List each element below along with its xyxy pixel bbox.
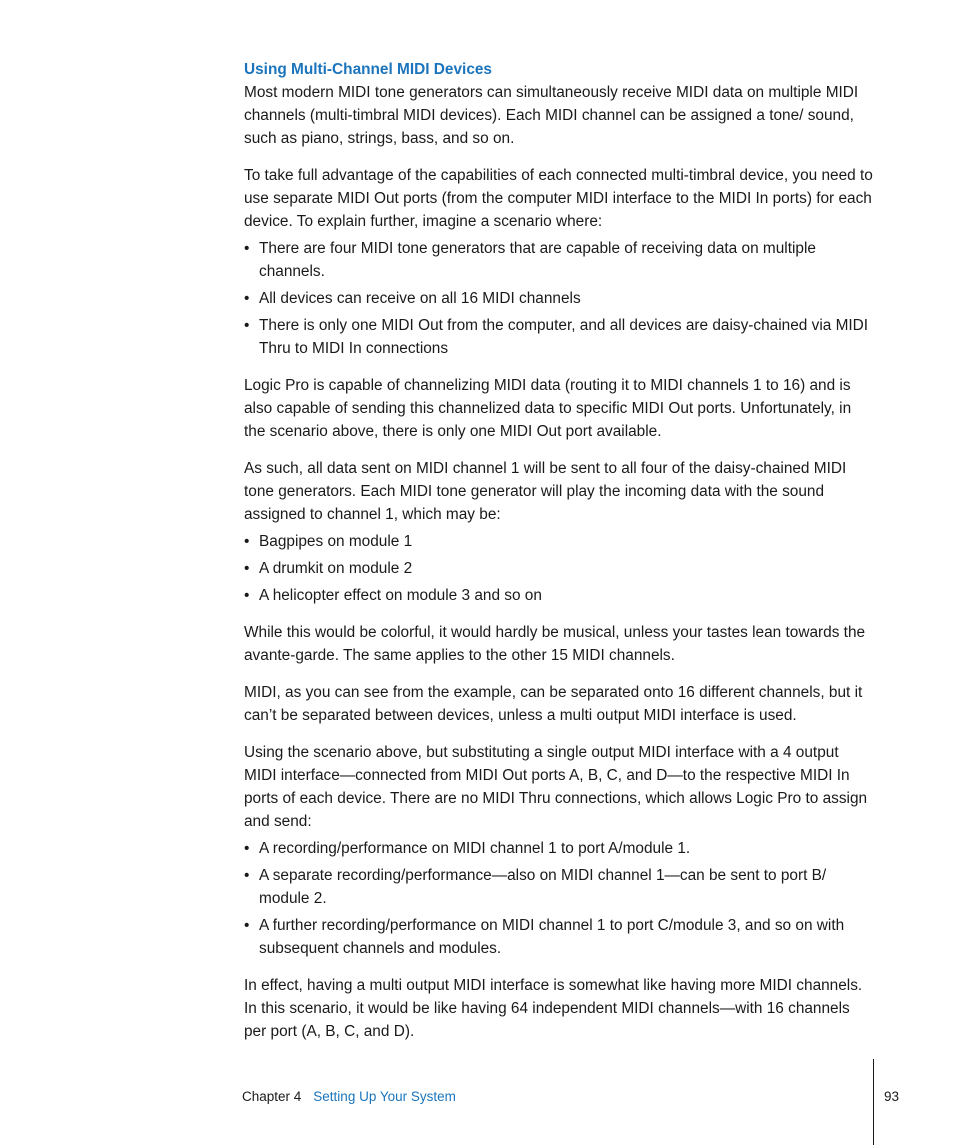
sound-list [244,530,874,607]
paragraph-multi-output: Using the scenario above, but substituting a single output MIDI interface with a 4 output MIDI interface—connected from MIDI Out ports A, B, C, and D—to the respective MIDI In ports of each device. There are no MIDI Thru connections, which allows Logic Pro to assign and send: [244,744,868,830]
section-heading: Using Multi-Channel MIDI Devices [244,61,492,78]
paragraph-daisy-chain: As such, all data sent on MIDI channel 1 will be sent to all four of the daisy-chained MIDI tone generators. Each MIDI tone generator will play the incoming data with the sound assigned to channel 1, which may be: [244,460,847,523]
list-item: • A further recording/performance on MIDI channel 1 to port C/module 3, and so on with subsequent channels and modules. [244,914,874,960]
list-item: • A helicopter effect on module 3 and so on [244,584,874,607]
list-item: • There are four MIDI tone generators that are capable of receiving data on multiple channels. [244,237,874,283]
paragraph-colorful: While this would be colorful, it would hardly be musical, unless your tastes lean towards the avante-garde. The same applies to the other 15 MIDI channels. [244,624,866,664]
list-item: • A separate recording/performance—also on MIDI channel 1—can be sent to port B/ module 2. [244,864,874,910]
list-item: • Bagpipes on module 1 [244,530,874,553]
chapter-title-link[interactable]: Setting Up Your System [313,1089,456,1104]
chapter-label: Chapter 4 [242,1089,302,1104]
paragraph-separation: MIDI, as you can see from the example, can be separated onto 16 different channels, but it can’t be separated between devices, unless a multi output MIDI interface is used. [244,684,863,724]
page-content [244,58,874,1057]
list-item: • All devices can receive on all 16 MIDI channels [244,287,874,310]
scenario-list [244,237,874,360]
paragraph-conclusion: In effect, having a multi output MIDI interface is somewhat like having more MIDI channels. In this scenario, it would be like having 64 independent MIDI channels—with 16 channels per port (A, B, C, and D). [244,977,863,1040]
assignment-list [244,837,874,960]
paragraph-channelizing: Logic Pro is capable of channelizing MIDI data (routing it to MIDI channels 1 to 16) and is also capable of sending this channelized data to specific MIDI Out ports. Unfortunately, in the scenario above, there is only one MIDI Out port available. [244,377,852,440]
paragraph-intro: Most modern MIDI tone generators can simultaneously receive MIDI data on multiple MIDI channels (multi-timbral MIDI devices). Each MIDI channel can be assigned a tone/ sound, such as piano, strings, bass, and so on. [244,84,859,147]
footer-divider [873,1059,874,1145]
list-item: • A recording/performance on MIDI channel 1 to port A/module 1. [244,837,874,860]
list-item: • There is only one MIDI Out from the computer, and all devices are daisy-chained via MIDI Thru to MIDI In connections [244,314,874,360]
paragraph-scenario: To take full advantage of the capabilities of each connected multi-timbral device, you need to use separate MIDI Out ports (from the computer MIDI interface to the MIDI In ports) for each device. To explain further, imagine a scenario where: [244,167,873,230]
page-number: 93 [884,1089,900,1104]
page-footer [242,1087,456,1107]
list-item: • A drumkit on module 2 [244,557,874,580]
